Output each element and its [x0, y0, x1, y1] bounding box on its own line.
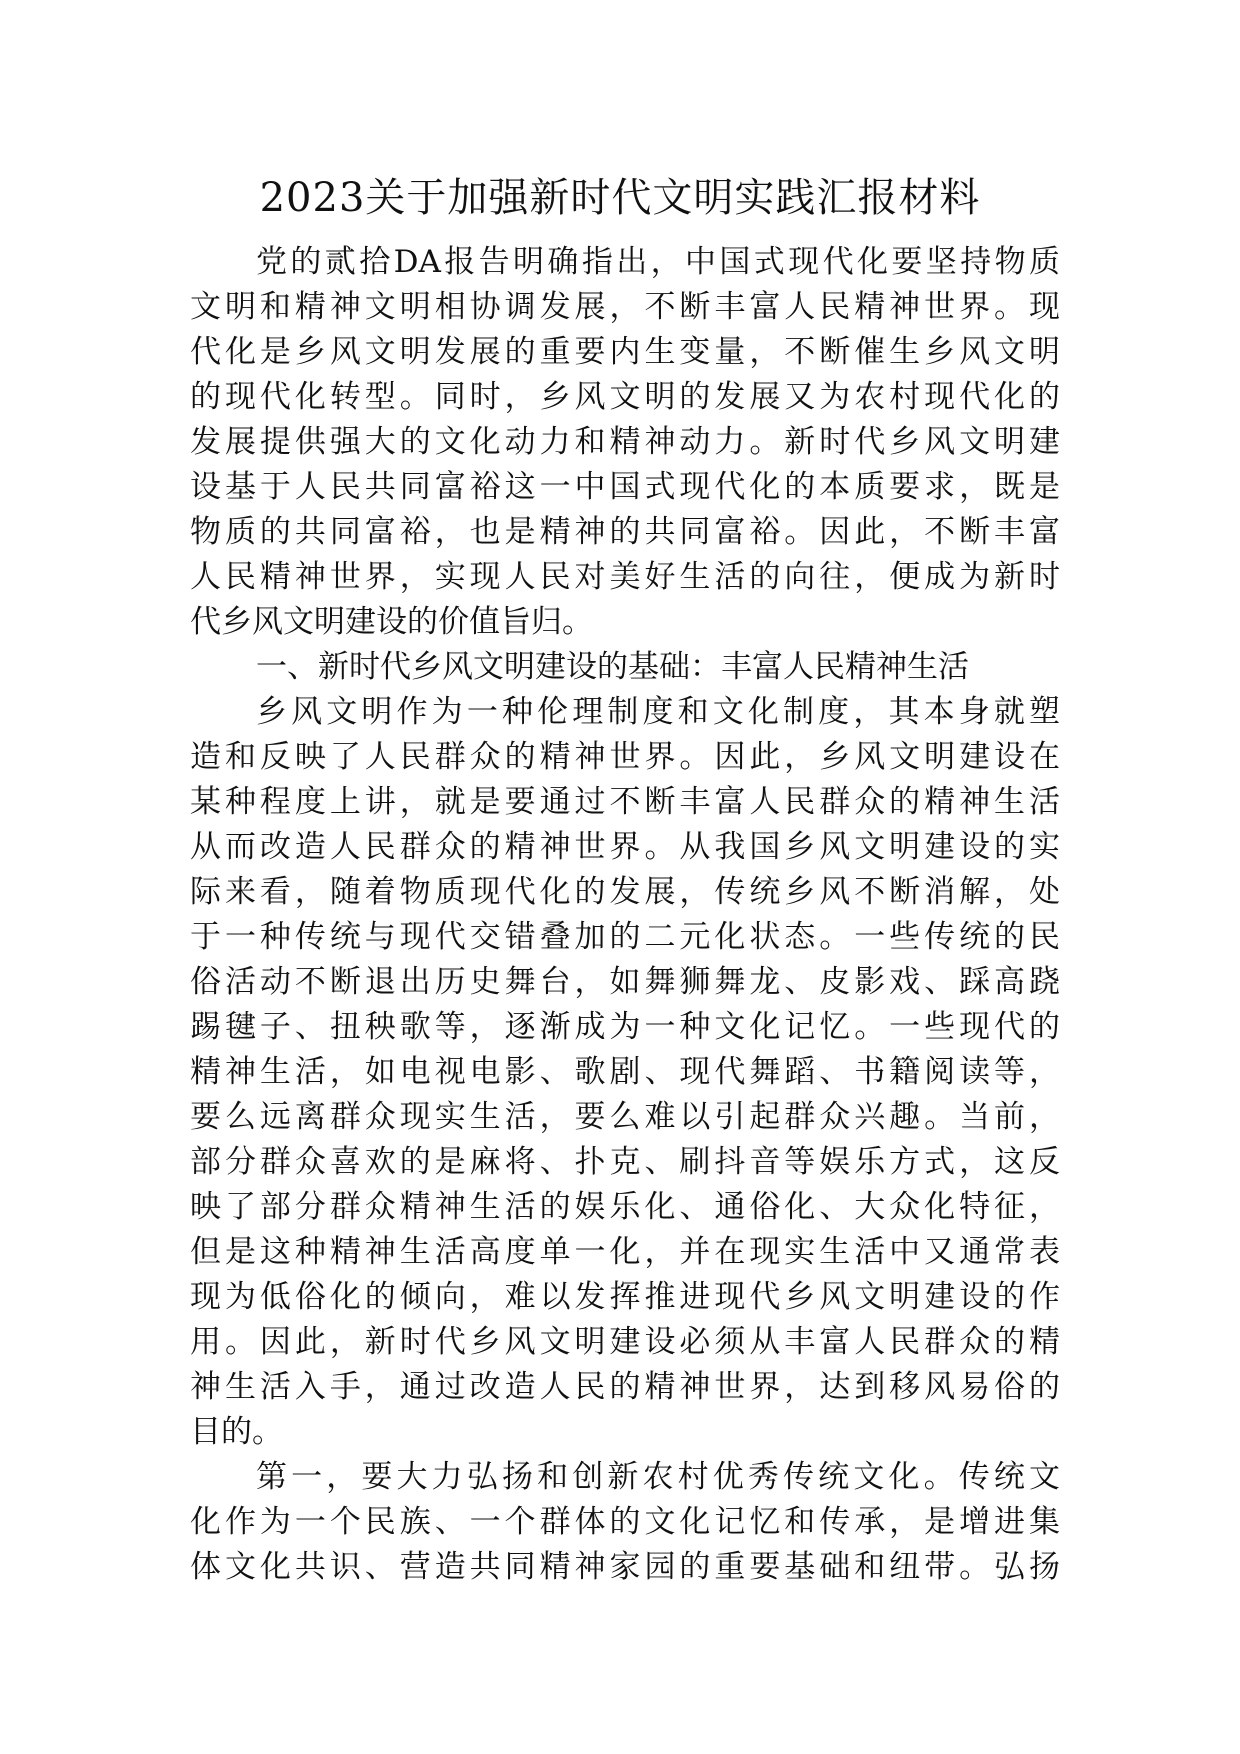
document-body	[190, 240, 1060, 1590]
paragraph-intro	[190, 240, 1060, 645]
text-line: 神生活入手，通过改造人民的精神世界，达到移风易俗的	[190, 1369, 1060, 1405]
text-line: 代乡风文明建设的价值旨归。	[190, 604, 593, 640]
document-title: 2023关于加强新时代文明实践汇报材料	[259, 175, 981, 221]
heading-line: 一、新时代乡风文明建设的基础：丰富人民精神生活	[256, 649, 969, 685]
paragraph-first-point	[190, 1455, 1060, 1590]
text-line: 于一种传统与现代交错叠加的二元化状态。一些传统的民	[190, 919, 1060, 955]
text-line: 造和反映了人民群众的精神世界。因此，乡风文明建设在	[190, 739, 1060, 775]
text-line: 物质的共同富裕，也是精神的共同富裕。因此，不断丰富	[190, 514, 1060, 550]
text-line: 踢毽子、扭秧歌等，逐渐成为一种文化记忆。一些现代的	[190, 1009, 1060, 1045]
text-line: 人民精神世界，实现人民对美好生活的向往，便成为新时	[190, 559, 1060, 595]
text-line: 俗活动不断退出历史舞台，如舞狮舞龙、皮影戏、踩高跷	[190, 964, 1060, 1000]
text-line: 发展提供强大的文化动力和精神动力。新时代乡风文明建	[190, 424, 1060, 460]
text-line: 用。因此，新时代乡风文明建设必须从丰富人民群众的精	[190, 1324, 1060, 1360]
text-line: 部分群众喜欢的是麻将、扑克、刷抖音等娱乐方式，这反	[190, 1144, 1060, 1180]
text-line: 设基于人民共同富裕这一中国式现代化的本质要求，既是	[190, 469, 1060, 505]
text-line: 从而改造人民群众的精神世界。从我国乡风文明建设的实	[190, 829, 1060, 865]
text-line: 映了部分群众精神生活的娱乐化、通俗化、大众化特征，	[190, 1189, 1060, 1225]
text-line: 但是这种精神生活高度单一化，并在现实生活中又通常表	[190, 1234, 1060, 1270]
text-line: 精神生活，如电视电影、歌剧、现代舞蹈、书籍阅读等，	[190, 1054, 1060, 1090]
text-line: 文明和精神文明相协调发展，不断丰富人民精神世界。现	[190, 289, 1060, 325]
text-line: 化作为一个民族、一个群体的文化记忆和传承，是增进集	[190, 1504, 1060, 1540]
text-line: 某种程度上讲，就是要通过不断丰富人民群众的精神生活	[190, 784, 1060, 820]
text-line: 目的。	[190, 1414, 283, 1450]
text-line: 现为低俗化的倾向，难以发挥推进现代乡风文明建设的作	[190, 1279, 1060, 1315]
text-line: 体文化共识、营造共同精神家园的重要基础和纽带。弘扬	[190, 1549, 1060, 1585]
text-line: 际来看，随着物质现代化的发展，传统乡风不断消解，处	[190, 874, 1060, 910]
text-line: 代化是乡风文明发展的重要内生变量，不断催生乡风文明	[190, 334, 1060, 370]
text-line: 的现代化转型。同时，乡风文明的发展又为农村现代化的	[190, 379, 1060, 415]
text-line: 要么远离群众现实生活，要么难以引起群众兴趣。当前，	[190, 1099, 1060, 1135]
text-line: 第一，要大力弘扬和创新农村优秀传统文化。传统文	[256, 1459, 1060, 1495]
text-line: 乡风文明作为一种伦理制度和文化制度，其本身就塑	[256, 694, 1060, 730]
section-heading	[190, 645, 1060, 690]
text-line: 党的贰拾DA报告明确指出，中国式现代化要坚持物质	[256, 244, 1060, 280]
paragraph-foundation	[190, 690, 1060, 1455]
